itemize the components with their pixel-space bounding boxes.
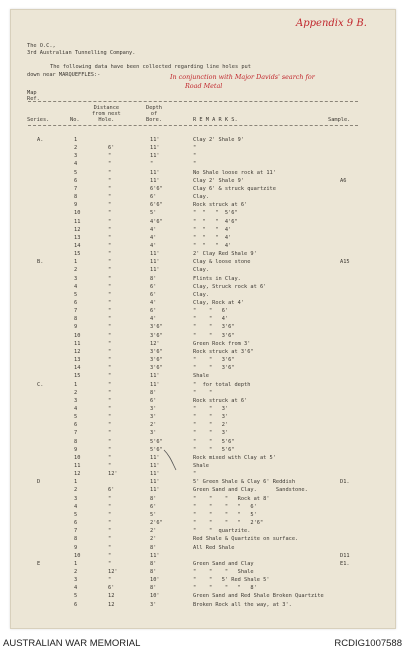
cell-depth: 3'6" (150, 324, 163, 331)
cell-depth: 11' (150, 177, 160, 184)
cell-remarks: Green Rock from 3' (193, 340, 251, 347)
cell-no: 9 (74, 202, 78, 209)
cell-sample: D1. (340, 479, 350, 486)
cell-distance: " (108, 291, 112, 298)
cell-no: 4 (74, 585, 78, 592)
cell-remarks: " " 3'6" (193, 357, 235, 364)
cell-distance: " (108, 552, 112, 559)
cell-no: 2 (74, 389, 78, 396)
cell-no: 3 (74, 153, 78, 160)
cell-no: 9 (74, 446, 78, 453)
cell-distance: " (108, 389, 112, 396)
cell-distance: 12 (108, 593, 115, 600)
cell-remarks: All Red Shale (193, 544, 235, 551)
cell-remarks: " (193, 145, 197, 152)
cell-series: C. (37, 381, 44, 388)
cell-no: 12 (74, 471, 81, 478)
cell-no: 1 (74, 381, 78, 388)
cell-distance: " (108, 242, 112, 249)
cell-sample: A15 (340, 259, 350, 266)
cell-no: 4 (74, 283, 78, 290)
cell-no: 8 (74, 438, 78, 445)
cell-no: 5 (74, 593, 78, 600)
cell-depth: 11' (150, 479, 160, 486)
cell-no: 5 (74, 291, 78, 298)
cell-no: 12 (74, 348, 81, 355)
cell-distance: 12 (108, 601, 115, 608)
cell-no: 14 (74, 242, 81, 249)
cell-remarks: Rock struck at 6' (193, 397, 248, 404)
cell-remarks: No Shale loose rock at 11' (193, 169, 276, 176)
cell-depth: 4' (150, 234, 157, 241)
cell-remarks: Flints in Clay. (193, 275, 241, 282)
footer-record-id: RCDIG1007588 (334, 638, 402, 649)
cell-remarks: " " 4' (193, 316, 229, 323)
header-rule-bottom (28, 125, 358, 126)
intro-line1: The following data have been collected regarding line holes put (50, 64, 251, 70)
cell-remarks: Shale (193, 373, 209, 380)
archive-footer (0, 634, 405, 654)
cell-no: 13 (74, 357, 81, 364)
cell-remarks: 5' Green Shale & Clay 6' Reddish (193, 479, 296, 486)
cell-no: 15 (74, 373, 81, 380)
cell-remarks: Clay, Struck rock at 6' (193, 283, 267, 290)
cell-no: 11 (74, 463, 81, 469)
cell-distance: 12' (108, 568, 118, 575)
cell-depth: 5'6" (150, 446, 163, 453)
header-sample: Sample. (328, 117, 351, 123)
cell-no: 3 (74, 577, 78, 584)
cell-distance: " (108, 511, 112, 518)
cell-sample: E1. (340, 560, 350, 567)
cell-distance: " (108, 259, 112, 266)
cell-distance: " (108, 397, 112, 404)
cell-no: 10 (74, 552, 81, 559)
cell-no: 10 (74, 332, 81, 339)
cell-no: 2 (74, 267, 78, 274)
cell-remarks: " " " " 6' (193, 503, 257, 510)
cell-depth: 6' (150, 503, 157, 510)
cell-distance: " (108, 438, 112, 445)
cell-distance: " (108, 275, 112, 282)
cell-distance: " (108, 283, 112, 290)
cell-depth: 6'6" (150, 185, 163, 192)
cell-depth: 10' (150, 593, 160, 600)
cell-no: 2 (74, 568, 78, 575)
cell-series: E (37, 560, 41, 567)
cell-depth: 10' (150, 577, 160, 584)
cell-sample: A6 (340, 177, 347, 184)
cell-distance: " (108, 414, 112, 421)
cell-remarks: Shale (193, 463, 209, 469)
cell-depth: 11' (150, 251, 160, 258)
cell-distance: " (108, 373, 112, 380)
cell-depth: 11' (150, 169, 160, 176)
cell-depth: 12' (150, 340, 160, 347)
cell-distance: " (108, 560, 112, 567)
addressee-line2: 3rd Australian Tunnelling Company. (27, 50, 136, 56)
cell-depth: 8' (150, 560, 157, 567)
cell-no: 6 (74, 520, 78, 527)
cell-no: 4 (74, 503, 78, 510)
cell-distance: 6' (108, 145, 115, 152)
cell-depth: 11' (150, 373, 160, 380)
cell-depth: 2' (150, 528, 157, 535)
cell-depth: 11' (150, 552, 160, 559)
cell-depth: 5' (150, 210, 157, 217)
cell-depth: 6' (150, 397, 157, 404)
cell-series: D (37, 479, 41, 486)
cell-depth: 8' (150, 585, 157, 592)
cell-distance: 12' (108, 471, 118, 478)
header-series: Series. (27, 117, 50, 123)
cell-no: 9 (74, 544, 78, 551)
cell-no: 2 (74, 145, 78, 152)
cell-remarks: " " " 4' (193, 242, 232, 249)
cell-remarks: " " " 5'6" (193, 210, 238, 217)
cell-remarks: Green Sand and Clay (193, 560, 254, 567)
cell-no: 5 (74, 511, 78, 518)
cell-distance: " (108, 202, 112, 209)
header-rule-top (28, 101, 358, 102)
cell-no: 11 (74, 218, 81, 225)
footer-archive-name: AUSTRALIAN WAR MEMORIAL (3, 638, 141, 649)
cell-depth: 3'6" (150, 357, 163, 364)
cell-remarks: " " 3'6" (193, 365, 235, 372)
cell-depth: 6' (150, 283, 157, 290)
cell-distance: " (108, 544, 112, 551)
cell-depth: 4' (150, 242, 157, 249)
cell-depth: 3'6" (150, 332, 163, 339)
cell-no: 8 (74, 536, 78, 543)
cell-remarks: " " (193, 389, 213, 396)
cell-depth: 11' (150, 463, 160, 469)
cell-remarks: " " 3'6" (193, 324, 235, 331)
cell-remarks: Clay. (193, 291, 209, 298)
cell-depth: 6' (150, 194, 157, 201)
cell-remarks: " " 2' (193, 422, 229, 429)
cell-depth: 2' (150, 536, 157, 543)
cell-depth: 8' (150, 568, 157, 575)
cell-remarks: " " " Rock at 8' (193, 495, 270, 502)
cell-remarks: " " 3'6" (193, 332, 235, 339)
cell-depth: 11' (150, 153, 160, 160)
intro-line2: down near MARQUEFFLES:- (27, 72, 101, 78)
cell-no: 4 (74, 405, 78, 412)
cell-remarks: " " " " 2'6" (193, 520, 264, 527)
cell-distance: " (108, 218, 112, 225)
header-remarks: R E M A R K S. (193, 117, 238, 123)
cell-depth: 3' (150, 414, 157, 421)
cell-remarks: Clay & loose stone (193, 259, 251, 266)
cell-no: 1 (74, 479, 78, 486)
cell-distance: " (108, 446, 112, 453)
cell-depth: 4' (150, 316, 157, 323)
cell-remarks: Rock struck at 6' (193, 202, 248, 209)
cell-distance: 6' (108, 585, 115, 592)
cell-distance: " (108, 316, 112, 323)
cell-distance: " (108, 332, 112, 339)
cell-distance: " (108, 185, 112, 192)
cell-remarks: Clay 6' & struck quartzite (193, 185, 276, 192)
cell-distance: " (108, 357, 112, 364)
cell-no: 1 (74, 137, 78, 143)
cell-remarks: " " " " 5' (193, 511, 257, 518)
cell-depth: 2'6" (150, 520, 163, 527)
cell-depth: 3' (150, 430, 157, 437)
cell-depth: 8' (150, 495, 157, 502)
cell-distance: " (108, 454, 112, 461)
cell-distance: " (108, 365, 112, 372)
cell-depth: 5' (150, 511, 157, 518)
cell-depth: 11' (150, 267, 160, 274)
cell-distance: " (108, 324, 112, 331)
cell-distance: " (108, 405, 112, 412)
cell-no: 10 (74, 210, 81, 217)
cell-no: 2 (74, 487, 78, 494)
cell-series: A. (37, 137, 44, 143)
cell-no: 14 (74, 365, 81, 372)
cell-no: 12 (74, 226, 81, 233)
cell-depth: 6' (150, 291, 157, 298)
cell-no: 1 (74, 560, 78, 567)
cell-depth: " (150, 161, 154, 168)
cell-remarks: " (193, 471, 197, 478)
cell-no: 6 (74, 300, 78, 306)
cell-distance: " (108, 536, 112, 543)
header-no: No. (70, 117, 80, 123)
cell-depth: 5'6" (150, 438, 163, 445)
cell-no: 7 (74, 528, 78, 535)
cell-remarks: " " 3' (193, 414, 229, 421)
cell-distance: " (108, 210, 112, 217)
cell-distance: " (108, 300, 112, 306)
cell-remarks: Green Sand and Red Shale Broken Quartzite (193, 593, 324, 600)
cell-no: 6 (74, 601, 78, 608)
cell-no: 3 (74, 397, 78, 404)
cell-depth: 8' (150, 275, 157, 282)
cell-remarks: " " 3' (193, 405, 229, 412)
cell-distance: " (108, 340, 112, 347)
handwritten-note-line2: Road Metal (185, 82, 223, 90)
cell-depth: 3'6" (150, 348, 163, 355)
cell-depth: 3' (150, 601, 157, 608)
cell-no: 9 (74, 324, 78, 331)
cell-depth: 8' (150, 544, 157, 551)
cell-depth: 11' (150, 137, 160, 143)
cell-remarks: " " 5'6" (193, 438, 235, 445)
cell-no: 5 (74, 414, 78, 421)
cell-depth: 11' (150, 487, 160, 494)
cell-sample: D11 (340, 552, 350, 559)
cell-remarks: " " 5' Red Shale 5' (193, 577, 270, 584)
cell-no: 3 (74, 275, 78, 282)
cell-depth: 3'6" (150, 365, 163, 372)
cell-depth: 4' (150, 226, 157, 233)
cell-distance: " (108, 169, 112, 176)
cell-no: 6 (74, 422, 78, 429)
cell-remarks: Clay 2' Shale 9' (193, 177, 245, 184)
pencil-mark (160, 448, 180, 472)
cell-no: 1 (74, 259, 78, 266)
cell-no: 8 (74, 194, 78, 201)
cell-no: 5 (74, 169, 78, 176)
cell-remarks: 2' Clay Red Shale 9' (193, 251, 257, 258)
cell-depth: 11' (150, 454, 160, 461)
cell-no: 13 (74, 234, 81, 241)
cell-no: 7 (74, 308, 78, 315)
cell-remarks: " " " " 8' (193, 585, 257, 592)
cell-distance: " (108, 177, 112, 184)
cell-remarks: Clay, Rock at 4' (193, 300, 245, 306)
addressee-line1: The O.C., (27, 43, 56, 49)
cell-depth: 4'6" (150, 218, 163, 225)
cell-remarks: Rock struck at 3'6" (193, 348, 254, 355)
cell-no: 10 (74, 454, 81, 461)
cell-depth: 3' (150, 405, 157, 412)
cell-distance: " (108, 422, 112, 429)
cell-series: B. (37, 259, 44, 266)
cell-depth: 11' (150, 259, 160, 266)
cell-no: 11 (74, 340, 81, 347)
cell-depth: 11' (150, 145, 160, 152)
cell-remarks: " " " Shale (193, 568, 254, 575)
cell-distance: " (108, 430, 112, 437)
cell-distance: " (108, 161, 112, 168)
cell-distance: " (108, 348, 112, 355)
cell-distance: " (108, 267, 112, 274)
cell-distance: " (108, 520, 112, 527)
cell-distance: " (108, 463, 112, 469)
cell-remarks: Broken Rock all the way, at 3'. (193, 601, 292, 608)
cell-distance: " (108, 194, 112, 201)
cell-remarks: " " " 4' (193, 234, 232, 241)
cell-no: 15 (74, 251, 81, 258)
cell-remarks: Rock mixed with Clay at 5' (193, 454, 276, 461)
header-distance: Distance from next Hole. (92, 105, 121, 123)
cell-no: 6 (74, 177, 78, 184)
cell-remarks: " " 6' (193, 308, 229, 315)
cell-depth: 4' (150, 300, 157, 306)
cell-no: 7 (74, 185, 78, 192)
cell-no: 7 (74, 430, 78, 437)
cell-remarks: " " " 4'6" (193, 218, 238, 225)
cell-distance: " (108, 234, 112, 241)
cell-remarks: " " quartzite. (193, 528, 251, 535)
cell-no: 8 (74, 316, 78, 323)
cell-remarks: " for total depth (193, 381, 251, 388)
cell-distance: " (108, 226, 112, 233)
cell-no: 3 (74, 495, 78, 502)
cell-depth: 11' (150, 471, 160, 478)
cell-distance: " (108, 308, 112, 315)
map-ref-label: Map Ref. (27, 90, 40, 102)
appendix-annotation: Appendix 9 B. (296, 18, 367, 29)
cell-depth: 2' (150, 422, 157, 429)
cell-distance: " (108, 153, 112, 160)
cell-remarks: " " 3' (193, 430, 229, 437)
cell-depth: 6'6" (150, 202, 163, 209)
cell-distance: " (108, 495, 112, 502)
cell-remarks: Clay. (193, 267, 209, 274)
cell-depth: 11' (150, 381, 160, 388)
cell-depth: 8' (150, 389, 157, 396)
cell-remarks: " " 5'6" (193, 446, 235, 453)
cell-remarks: Clay 2' Shale 9' (193, 137, 245, 143)
cell-remarks: " (193, 161, 197, 168)
handwritten-note-line1: In conjunction with Major Davids' search for (170, 73, 315, 81)
cell-remarks: Clay. (193, 194, 209, 201)
header-depth: Depth of Bore. (146, 105, 162, 123)
cell-remarks: " " " 4' (193, 226, 232, 233)
cell-distance: " (108, 381, 112, 388)
cell-remarks: Red Shale & Quartzite on surface. (193, 536, 299, 543)
cell-depth: 6' (150, 308, 157, 315)
cell-no: 4 (74, 161, 78, 168)
cell-distance: " (108, 251, 112, 258)
cell-distance: " (108, 503, 112, 510)
cell-remarks: Green Sand and Clay. Sandstone. (193, 487, 308, 494)
cell-distance: " (108, 577, 112, 584)
cell-distance: " (108, 528, 112, 535)
cell-remarks: " (193, 153, 197, 160)
cell-distance: 6' (108, 487, 115, 494)
